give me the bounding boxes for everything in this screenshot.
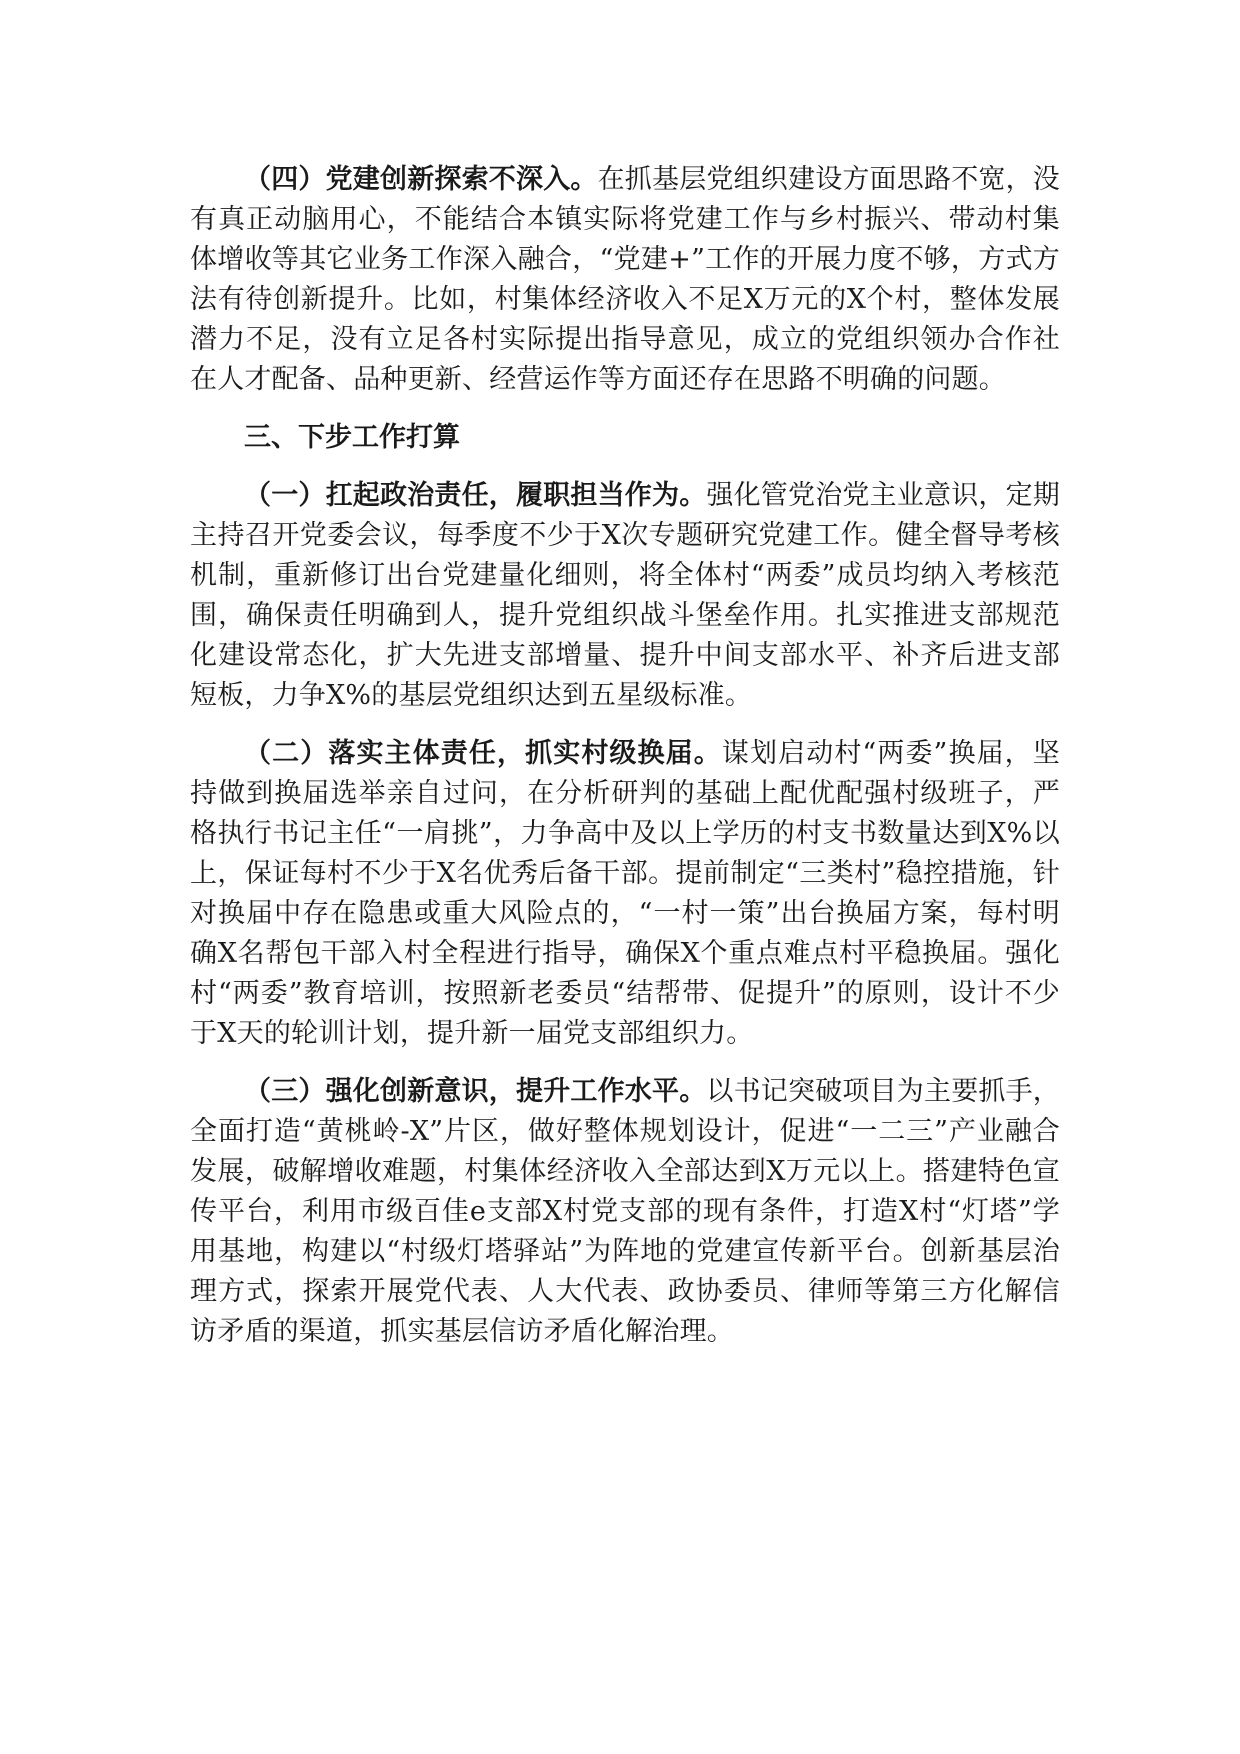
paragraph-innovation-awareness xyxy=(190,1072,1060,1352)
paragraph-lead: （四）党建创新探索不深入。 xyxy=(244,164,598,195)
paragraph-lead: （一）扛起政治责任，履职担当作为。 xyxy=(244,480,707,511)
paragraph-body: 以书记突破项目为主要抓手，全面打造“黄桃岭-X”片区，做好整体规划设计，促进“一二三”产业融合发展，破解增收难题，村集体经济收入全部达到X万元以上。搭建特色宣传平台，利用市级百佳e支部X村党支部的现有条件，打造X村“灯塔”学用基地，构建以“村级灯塔驿站”为阵地的党建宣传新平台。创新基层治理方式，探索开展党代表、人大代表、政协委员、律师等第三方化解信访矛盾的渠道，抓实基层信访矛盾化解治理。 xyxy=(190,1076,1061,1347)
section-heading: 三、下步工作打算 xyxy=(244,422,460,453)
paragraph-lead: （二）落实主体责任，抓实村级换届。 xyxy=(244,738,722,769)
paragraph-body: 在抓基层党组织建设方面思路不宽，没有真正动脑用心，不能结合本镇实际将党建工作与乡村振兴、带动村集体增收等其它业务工作深入融合，“党建+”工作的开展力度不够，方式方法有待创新提升。比如，村集体经济收入不足X万元的X个村，整体发展潜力不足，没有立足各村实际提出指导意见，成立的党组织领办合作社在人才配备、品种更新、经营运作等方面还存在思路不明确的问题。 xyxy=(190,164,1061,395)
paragraph-body: 谋划启动村“两委”换届，坚持做到换届选举亲自过问，在分析研判的基础上配优配强村级班子，严格执行书记主任“一肩挑”，力争高中及以上学历的村支书数量达到X%以上，保证每村不少于X名优秀后备干部。提前制定“三类村”稳控措施，针对换届中存在隐患或重大风险点的，“一村一策”出台换届方案，每村明确X名帮包干部入村全程进行指导，确保X个重点难点村平稳换届。强化村“两委”教育培训，按照新老委员“结帮带、促提升”的原则，设计不少于X天的轮训计划，提升新一届党支部组织力。 xyxy=(190,738,1060,1049)
paragraph-lead: （三）强化创新意识，提升工作水平。 xyxy=(244,1076,707,1107)
paragraph-party-building-innovation xyxy=(190,160,1060,400)
document-page xyxy=(190,160,1060,1370)
paragraph-village-election xyxy=(190,734,1060,1054)
paragraph-political-responsibility xyxy=(190,476,1060,716)
paragraph-body: 强化管党治党主业意识，定期主持召开党委会议，每季度不少于X次专题研究党建工作。健全督导考核机制，重新修订出台党建量化细则，将全体村“两委”成员均纳入考核范围，确保责任明确到人，提升党组织战斗堡垒作用。扎实推进支部规范化建设常态化，扩大先进支部增量、提升中间支部水平、补齐后进支部短板，力争X%的基层党组织达到五星级标准。 xyxy=(190,480,1061,711)
